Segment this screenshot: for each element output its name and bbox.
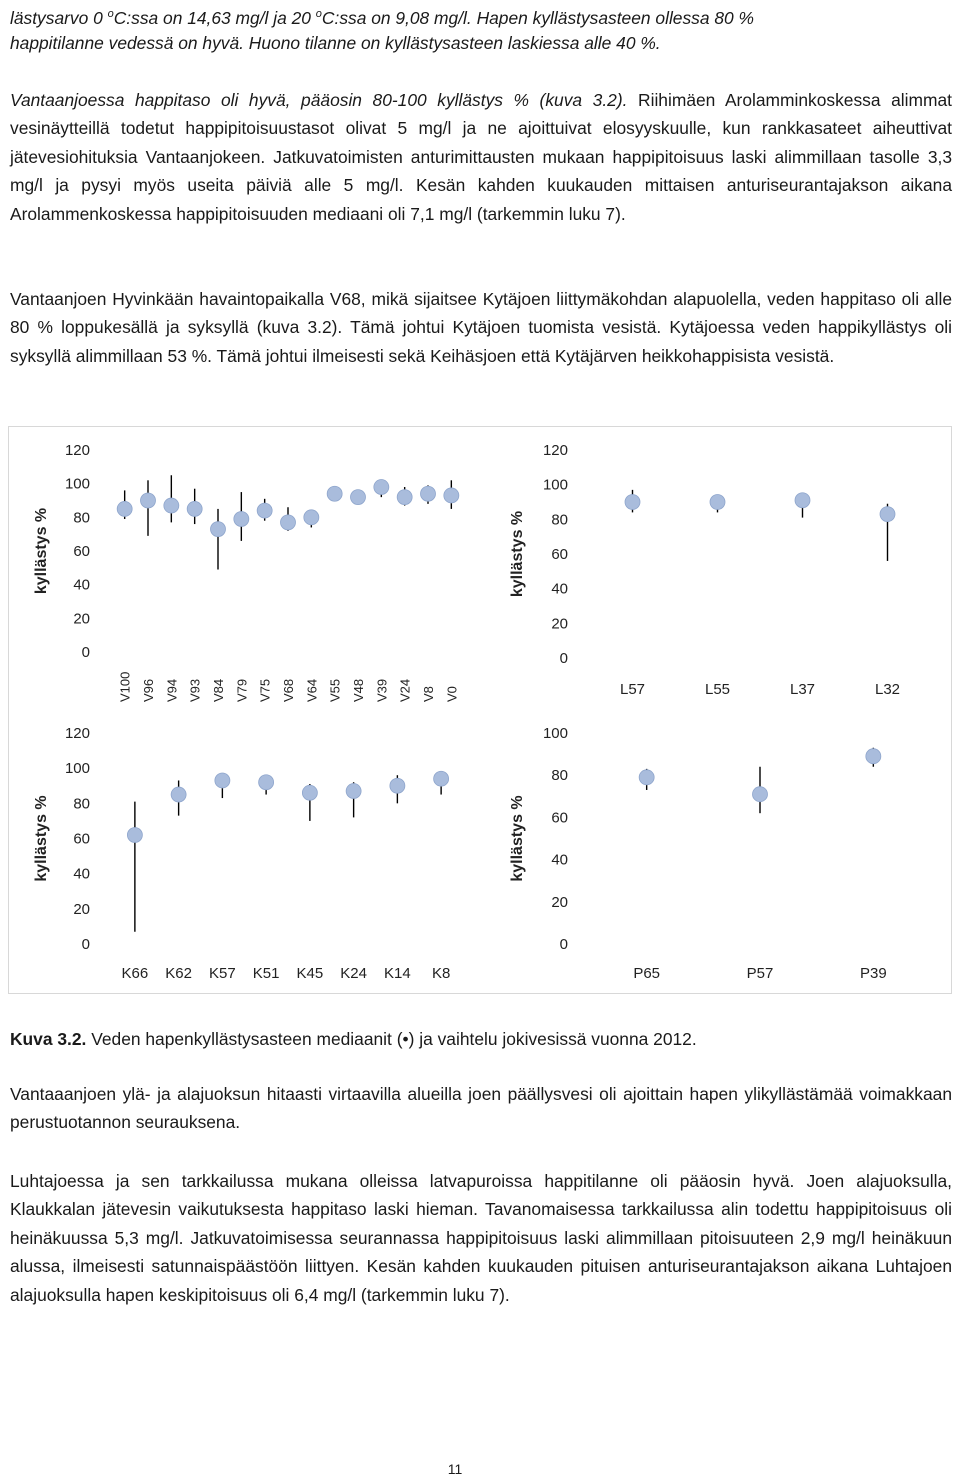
- x-tick-label: V96: [141, 678, 156, 702]
- median-point: [164, 498, 179, 513]
- y-tick-label: 80: [551, 511, 568, 529]
- x-tick-label: K57: [209, 965, 236, 982]
- x-tick-label: V94: [164, 678, 180, 702]
- chart-vantaanjoki: [18, 432, 468, 712]
- y-tick-label: 120: [64, 442, 90, 459]
- median-point: [795, 493, 810, 508]
- paragraph-vantaanjoki-happitaso: [10, 86, 952, 228]
- y-tick-label: 0: [81, 644, 90, 661]
- x-tick-label: V64: [304, 678, 320, 702]
- median-point: [187, 501, 202, 516]
- paragraph-italic-start: Vantaanjoessa happitaso oli hyvä, pääosin 80-100 kyllästys % (kuva 3.2).: [10, 90, 628, 110]
- chart-palojoki: [500, 716, 940, 986]
- y-tick-label: 100: [64, 760, 90, 778]
- x-tick-label: V79: [234, 678, 250, 702]
- y-tick-label: 100: [542, 476, 568, 494]
- y-tick-label: 80: [73, 795, 90, 813]
- figure-caption: [10, 1025, 952, 1053]
- median-point: [866, 749, 881, 764]
- x-tick-label: P65: [633, 965, 661, 982]
- chart-svg: [500, 716, 940, 986]
- caption-text: Veden hapenkyllästysasteen mediaanit (•) ja vaihtelu jokivesissä vuonna 2012.: [86, 1029, 697, 1049]
- median-point: [397, 490, 412, 505]
- y-tick-label: 0: [81, 936, 90, 953]
- median-point: [117, 501, 132, 516]
- y-tick-label: 40: [551, 580, 568, 598]
- y-tick-label: 20: [73, 900, 90, 918]
- y-tick-label: 60: [551, 546, 568, 563]
- median-point: [625, 495, 640, 510]
- median-point: [127, 827, 142, 842]
- paragraph-luhtajoki: Luhtajoessa ja sen tarkkailussa mukana olleissa latvapuroissa happitilanne oli pääosin hyvä. Joen alajuoksulla, Klaukkalan jätevesin vaikutuksesta happitaso laski hieman. Tavanomaisessa tarkkailussa alin todettu happipitoisuus oli heinäkuussa 5,3 mg/l. Jatkuvatoimisessa seurannassa happipitoisuus laski alimmillaan pitoisuuteen 2,9 mg/l heinäkuun alussa, ilmeisesti satunnaispäästöön liittyen. Kesän kahden kuukauden pituisen anturiseurantajakson aikana Luhtajoen alajuoksulla hapen keskipitoisuus oli 6,4 mg/l (tarkemmin luku 7).: [10, 1171, 952, 1305]
- caption-label: Kuva 3.2.: [10, 1029, 87, 1049]
- median-point: [257, 503, 272, 518]
- chart-svg: [18, 432, 468, 712]
- y-axis-label: kyllästys %: [33, 507, 50, 595]
- median-point: [234, 512, 249, 527]
- median-point: [753, 787, 768, 802]
- median-point: [374, 480, 389, 495]
- chart-keravanjoki: [18, 716, 468, 986]
- paragraph-hyvinkaa: Vantaanjoen Hyvinkään havaintopaikalla V68, mikä sijaitsee Kytäjoen liittymäkohdan alapuolella, veden happitaso oli alle 80 % loppukesällä ja syksyllä (kuva 3.2). Tämä johtui Kytäjoen tuomista vesistä. Kytäjoessa veden happikyllästys oli syksyllä alimmillaan 53 %. Tämä johtui ilmeisesti sekä Keihäsjoen että Kytäjärven heikkohappisista vesistä.: [10, 289, 952, 366]
- x-tick-label: K14: [384, 965, 411, 982]
- y-tick-label: 120: [64, 725, 90, 742]
- median-point: [259, 775, 274, 790]
- chart-svg: [18, 716, 468, 986]
- chart-luhtajoki: [500, 432, 940, 712]
- x-tick-label: K45: [296, 965, 324, 982]
- median-point: [639, 770, 654, 785]
- x-tick-label: K62: [165, 965, 192, 982]
- x-tick-label: V48: [351, 678, 366, 702]
- median-point: [304, 510, 319, 525]
- intro-line-1: lästysarvo 0 $^o$C:ssa on 14,63 mg/l ja 20 $^o$C:ssa on 9,08 mg/l. Hapen kyllästysasteen ollessa 80 %: [10, 7, 755, 28]
- chart-svg: [500, 432, 940, 712]
- median-point: [880, 507, 895, 522]
- page-number: 11: [447, 1461, 463, 1477]
- x-tick-label: K66: [121, 965, 149, 982]
- y-tick-label: 120: [542, 442, 568, 459]
- y-tick-label: 80: [73, 509, 90, 527]
- y-tick-label: 20: [551, 615, 568, 633]
- y-tick-label: 40: [73, 576, 90, 594]
- x-tick-label: L37: [789, 681, 816, 698]
- y-tick-label: 0: [559, 936, 568, 953]
- x-tick-label: V0: [444, 686, 460, 702]
- x-tick-label: P57: [746, 965, 774, 982]
- median-point: [390, 778, 405, 793]
- x-tick-label: V84: [211, 678, 226, 702]
- y-tick-label: 20: [73, 610, 90, 628]
- median-point: [351, 490, 366, 505]
- x-tick-label: K51: [252, 965, 280, 982]
- y-tick-label: 20: [551, 893, 568, 911]
- y-axis-label: kyllästys %: [509, 510, 526, 598]
- y-tick-label: 100: [542, 725, 568, 742]
- x-tick-label: L57: [619, 681, 646, 698]
- x-tick-label: K24: [340, 965, 367, 982]
- median-point: [211, 522, 226, 537]
- y-tick-label: 80: [551, 767, 568, 785]
- paragraph-ylikyllastys: Vantaaanjoen ylä- ja alajuoksun hitaasti virtaavilla alueilla joen päällysvesi oli ajoittain hapen ylikyllästämää voimakkaan perustuotannon seurauksena.: [10, 1084, 952, 1133]
- x-tick-label: V68: [281, 678, 296, 702]
- median-point: [302, 785, 317, 800]
- intro-line-2: happitilanne vedessä on hyvä. Huono tilanne on kyllästysasteen laskiessa alle 40 %.: [10, 33, 661, 53]
- median-point: [141, 493, 156, 508]
- x-tick-label: V100: [117, 671, 133, 702]
- x-tick-label: V75: [257, 678, 273, 702]
- median-point: [421, 486, 436, 501]
- y-tick-label: 0: [559, 650, 568, 667]
- x-tick-label: L32: [874, 681, 901, 698]
- median-point: [327, 486, 342, 501]
- paragraph-rest: Riihimäen Arolamminkoskessa alimmat vesinäytteillä todetut happipitoisuustasot olivat 5 mg/l ja ne ajoittuivat elosyyskuulle, kun rankkasateet aiheuttivat jätevesiohituksia Vantaanjokeen. Jatkuvatoimisten anturimittausten mukaan happipitoisuus laski alimmillaan tasolle 3,3 mg/l ja pysyi myös useita päiviä alle 5 mg/l. Kesän kahden kuukauden mittaisen anturiseurantajakson aikana Arolammenkoskessa happipitoisuuden mediaani oli 7,1 mg/l (tarkemmin luku 7).: [10, 90, 952, 224]
- y-axis-label: kyllästys %: [509, 795, 526, 882]
- median-point: [281, 515, 296, 530]
- median-point: [215, 773, 230, 788]
- y-tick-label: 100: [64, 475, 90, 493]
- x-tick-label: V55: [327, 678, 343, 702]
- median-point: [346, 784, 361, 799]
- x-tick-label: L55: [704, 681, 731, 698]
- median-point: [171, 787, 186, 802]
- x-tick-label: K8: [431, 965, 451, 982]
- y-tick-label: 60: [73, 830, 90, 848]
- median-point: [444, 488, 459, 503]
- x-tick-label: P39: [859, 965, 887, 982]
- y-tick-label: 60: [551, 809, 568, 827]
- y-tick-label: 60: [73, 543, 90, 560]
- y-tick-label: 40: [73, 865, 90, 883]
- x-tick-label: V39: [374, 678, 390, 702]
- median-point: [434, 771, 449, 786]
- y-axis-label: kyllästys %: [33, 795, 50, 882]
- x-tick-label: V8: [421, 686, 436, 702]
- median-point: [710, 495, 725, 510]
- y-tick-label: 40: [551, 851, 568, 869]
- x-tick-label: V93: [187, 678, 203, 702]
- x-tick-label: V24: [397, 678, 413, 702]
